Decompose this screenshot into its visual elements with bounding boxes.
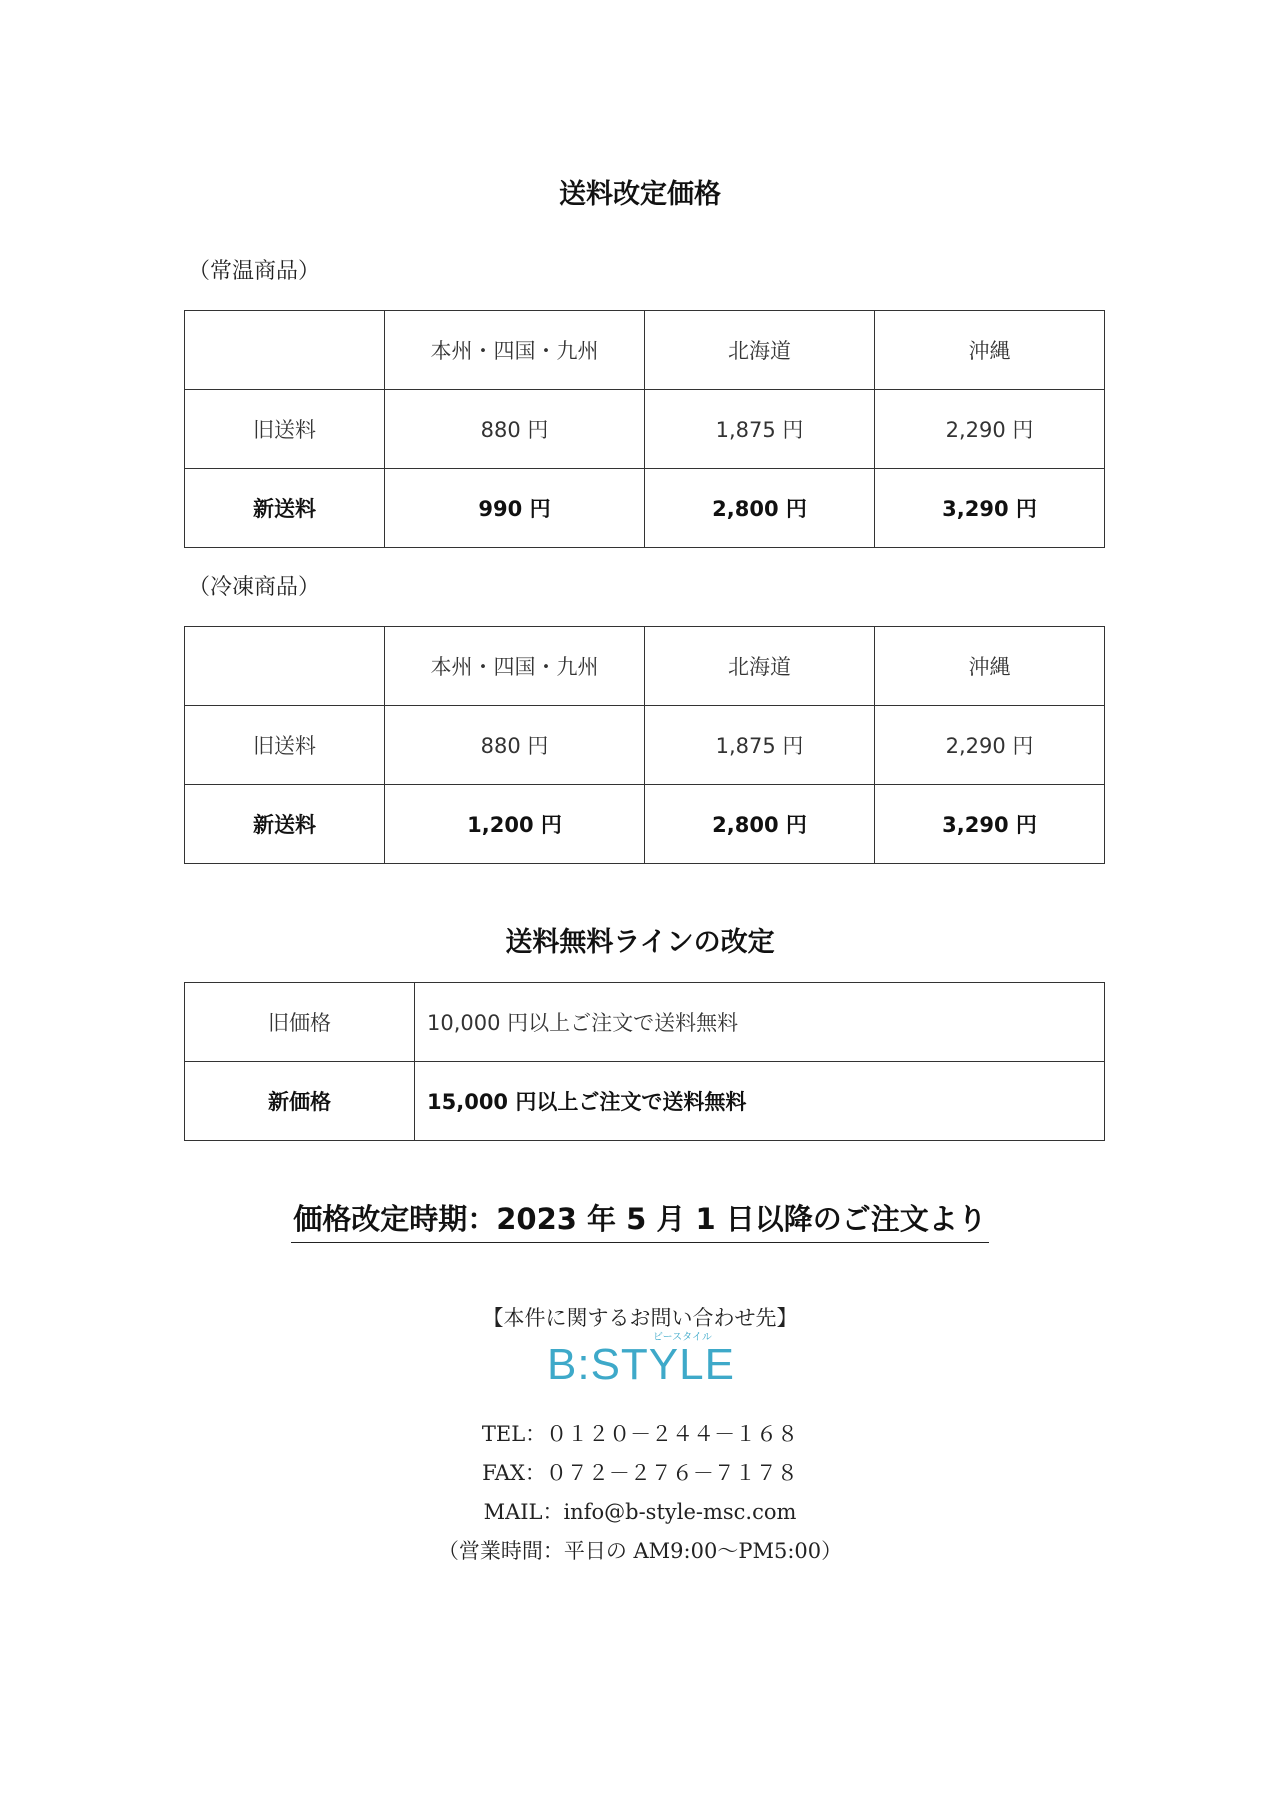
page-title: 送料改定価格 <box>559 179 721 210</box>
ambient-header-blank <box>185 311 385 390</box>
logo-kana: ビースタイル <box>653 1332 712 1343</box>
ambient-new-hokkaido: 2,800 円 <box>645 469 875 548</box>
free-shipping-old-label: 旧価格 <box>185 983 415 1062</box>
frozen-new-label: 新送料 <box>185 785 385 864</box>
ambient-header-hokkaido: 北海道 <box>645 311 875 390</box>
contact-fax: FAX：０７２－２７６－７１７８ <box>482 1461 798 1485</box>
ambient-new-okinawa: 3,290 円 <box>875 469 1105 548</box>
ambient-new-label: 新送料 <box>185 469 385 548</box>
frozen-old-okinawa: 2,290 円 <box>875 706 1105 785</box>
frozen-old-row <box>185 706 1105 785</box>
frozen-old-honshu: 880 円 <box>385 706 645 785</box>
frozen-old-label: 旧送料 <box>185 706 385 785</box>
ambient-old-okinawa: 2,290 円 <box>875 390 1105 469</box>
frozen-new-okinawa: 3,290 円 <box>875 785 1105 864</box>
free-shipping-old-row <box>185 983 1105 1062</box>
ambient-table <box>184 310 1105 548</box>
frozen-old-hokkaido: 1,875 円 <box>645 706 875 785</box>
frozen-header-honshu: 本州・四国・九州 <box>385 627 645 706</box>
ambient-new-honshu: 990 円 <box>385 469 645 548</box>
ambient-label: （常温商品） <box>188 259 321 284</box>
ambient-old-hokkaido: 1,875 円 <box>645 390 875 469</box>
logo-text: B:STYLE <box>547 1340 735 1389</box>
effective-date: 価格改定時期：2023 年 5 月 1 日以降のご注文より <box>291 1197 989 1243</box>
ambient-old-row <box>185 390 1105 469</box>
ambient-header-honshu: 本州・四国・九州 <box>385 311 645 390</box>
contact-mail: MAIL：info@b-style-msc.com <box>483 1500 797 1524</box>
frozen-header-row <box>185 627 1105 706</box>
contact-heading: 【本件に関するお問い合わせ先】 <box>482 1306 798 1330</box>
frozen-new-hokkaido: 2,800 円 <box>645 785 875 864</box>
free-shipping-old-value: 10,000 円以上ご注文で送料無料 <box>415 983 1105 1062</box>
ambient-old-honshu: 880 円 <box>385 390 645 469</box>
frozen-header-okinawa: 沖縄 <box>875 627 1105 706</box>
contact-tel: TEL：０１２０－２４４－１６８ <box>481 1422 799 1446</box>
free-shipping-new-value: 15,000 円以上ご注文で送料無料 <box>415 1062 1105 1141</box>
frozen-new-row <box>185 785 1105 864</box>
bstyle-logo <box>547 1332 737 1394</box>
effective-date-block <box>0 1197 1280 1243</box>
free-shipping-title: 送料無料ラインの改定 <box>505 927 775 958</box>
frozen-header-blank <box>185 627 385 706</box>
ambient-header-okinawa: 沖縄 <box>875 311 1105 390</box>
business-hours: （営業時間：平日の AM9:00～PM5:00） <box>437 1539 843 1563</box>
free-shipping-table <box>184 982 1105 1141</box>
frozen-table <box>184 626 1105 864</box>
frozen-label: （冷凍商品） <box>188 575 321 600</box>
ambient-header-row <box>185 311 1105 390</box>
ambient-new-row <box>185 469 1105 548</box>
frozen-header-hokkaido: 北海道 <box>645 627 875 706</box>
ambient-old-label: 旧送料 <box>185 390 385 469</box>
free-shipping-new-row <box>185 1062 1105 1141</box>
frozen-new-honshu: 1,200 円 <box>385 785 645 864</box>
free-shipping-new-label: 新価格 <box>185 1062 415 1141</box>
